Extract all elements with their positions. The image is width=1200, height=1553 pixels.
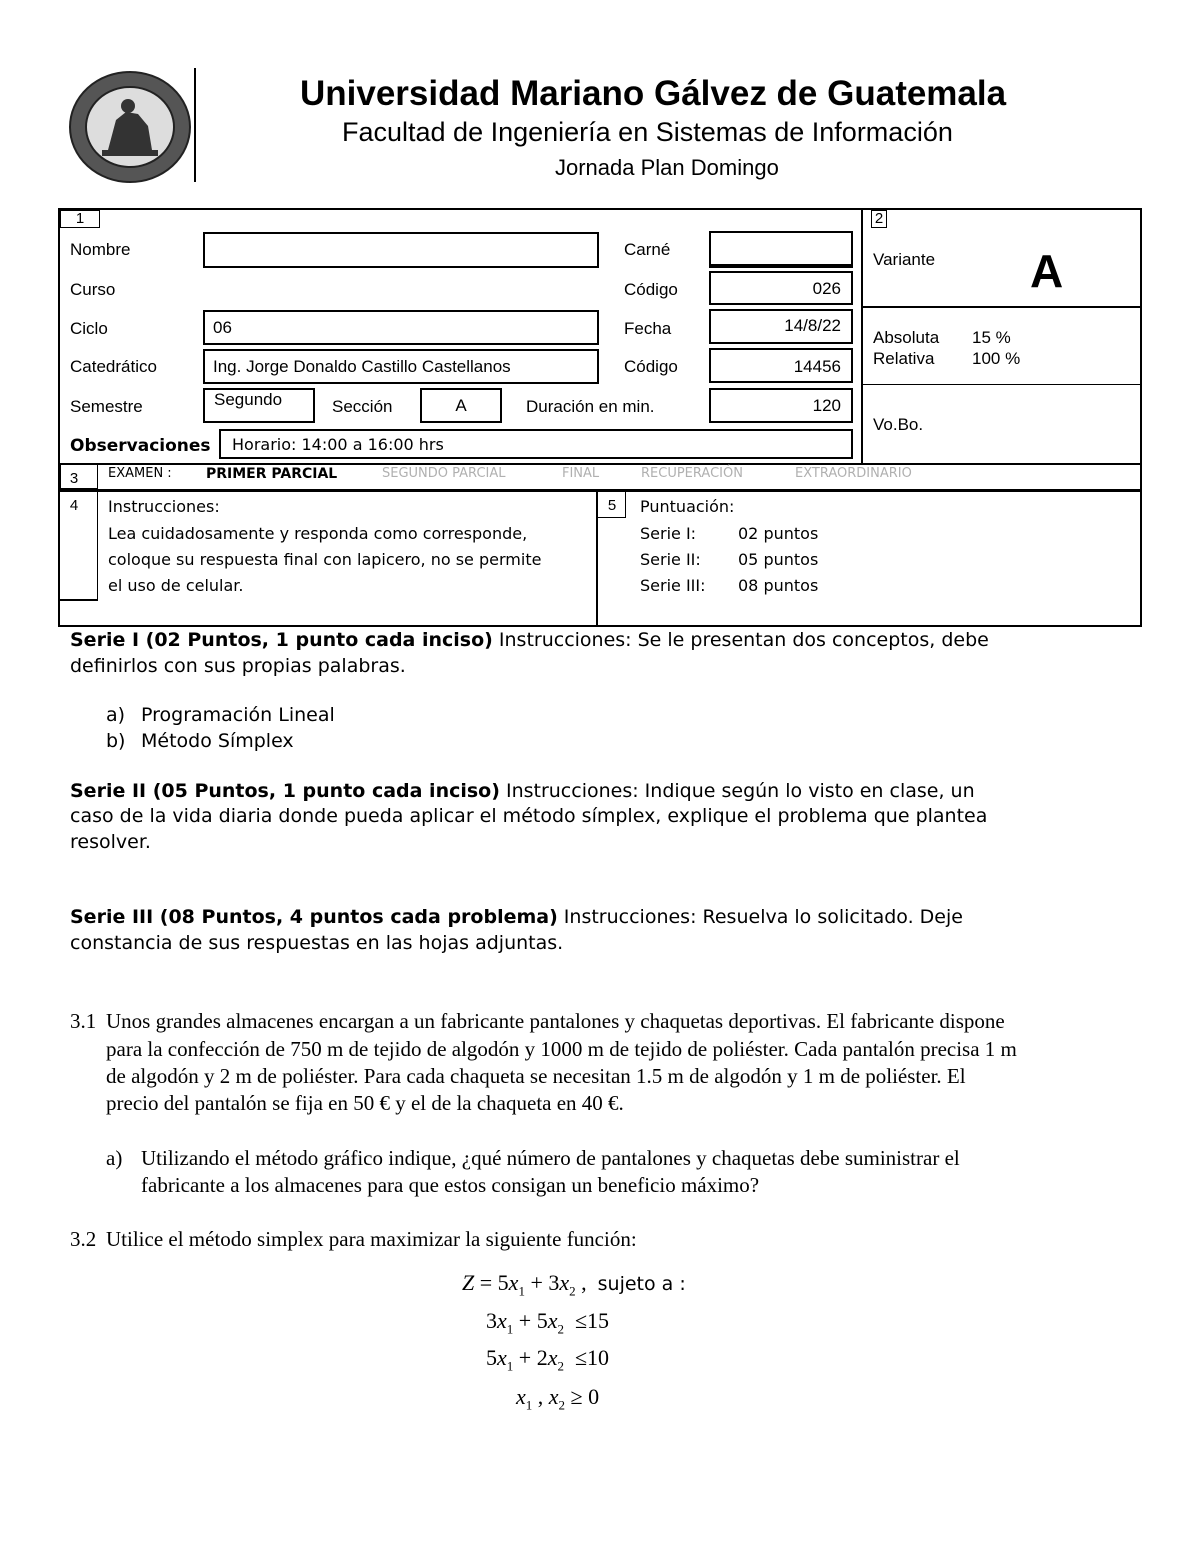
relativa-label: Relativa xyxy=(873,349,935,368)
absoluta-label: Absoluta xyxy=(873,328,940,347)
faculty-title: Facultad de Ingeniería en Sistemas de Información xyxy=(342,117,953,147)
serie1-heading xyxy=(70,627,1140,653)
problem31-a-marker: a) xyxy=(106,1146,123,1170)
instructions-line-2: coloque su respuesta final con lapicero, no se permite xyxy=(108,550,542,569)
problem31-line-2: para la confección de 750 m de tejido de algodón y 1000 m de tejido de poliéster. Cada pantalón precisa 1 m xyxy=(106,1037,1017,1061)
problem31-line-4: precio del pantalón se fija en 50 € y el de la chaqueta en 40 €. xyxy=(106,1091,624,1115)
serie3-heading xyxy=(70,904,1140,930)
c1-rel: ≤ xyxy=(574,1308,588,1333)
serie2-text-2: caso de la vida diaria donde pueda aplicar el método símplex, explique el problema que plantea xyxy=(70,805,988,827)
exam-type-final: FINAL xyxy=(562,466,600,481)
serie1-text-2: definirlos con sus propias palabras. xyxy=(70,655,406,677)
grading-divider-2 xyxy=(861,384,1142,385)
variante-value: A xyxy=(1030,245,1064,297)
serie1-text-1: Instrucciones: Se le presentan dos conceptos, debe xyxy=(492,629,989,651)
examen-label: EXAMEN : xyxy=(108,466,172,481)
block3-number: 3 xyxy=(69,470,79,487)
scoring-puntos-2: 05 puntos xyxy=(738,550,819,569)
catedratico-value: Ing. Jorge Donaldo Castillo Castellanos xyxy=(213,357,511,376)
serie2-title: Serie II (05 Puntos, 1 punto cada inciso) xyxy=(70,780,500,802)
fecha-label: Fecha xyxy=(624,319,672,338)
serie3-text-2: constancia de sus respuestas en las hojas adjuntas. xyxy=(70,932,564,954)
serie1-item-a: Programación Lineal xyxy=(141,704,335,726)
constraint-2: $5x_1 + 2x_2 \le 10$ xyxy=(486,1345,610,1374)
carne-label: Carné xyxy=(624,240,671,259)
fecha-value: 14/8/22 xyxy=(784,316,841,335)
c2-rel: ≤ xyxy=(574,1345,588,1370)
c2-b: 2 xyxy=(536,1345,548,1370)
header-divider xyxy=(194,68,196,182)
scoring-title: Puntuación: xyxy=(640,497,735,516)
ciclo-label: Ciclo xyxy=(70,319,108,338)
serie1-item-b-marker: b) xyxy=(106,730,126,752)
c1-a: 3 xyxy=(486,1308,497,1333)
observaciones-label: Observaciones xyxy=(70,436,211,456)
c1-b: 5 xyxy=(536,1308,548,1333)
nombre-label: Nombre xyxy=(70,240,131,259)
curso-label: Curso xyxy=(70,280,116,299)
sujeto-a: sujeto a : xyxy=(597,1273,686,1295)
duracion-value: 120 xyxy=(812,396,841,415)
serie2-heading xyxy=(70,778,1140,804)
university-title: Universidad Mariano Gálvez de Guatemala xyxy=(300,74,1007,113)
grading-divider-1 xyxy=(861,306,1142,308)
coef-1: 5 xyxy=(497,1270,509,1295)
problem31-a-line-2: fabricante a los almacenes para que estos consigan un beneficio máximo? xyxy=(141,1173,760,1197)
block5-number: 5 xyxy=(607,497,617,514)
serie1-title: Serie I (02 Puntos, 1 punto cada inciso) xyxy=(70,629,493,651)
codigo2-label: Código xyxy=(624,357,678,376)
vobo-label: Vo.Bo. xyxy=(873,415,924,434)
serie2-text-3: resolver. xyxy=(70,831,151,853)
nombre-field[interactable] xyxy=(203,232,599,268)
serie1-item-a-marker: a) xyxy=(106,704,126,726)
codigo2-value: 14456 xyxy=(793,357,841,376)
codigo1-label: Código xyxy=(624,280,678,299)
exam-type-extraordinario: EXTRAORDINARIO xyxy=(795,466,912,481)
coef-2: 3 xyxy=(548,1270,560,1295)
scoring-puntos-3: 08 puntos xyxy=(738,576,819,595)
carne-field[interactable] xyxy=(709,231,853,268)
variante-label: Variante xyxy=(873,250,936,269)
duracion-label: Duración en min. xyxy=(526,397,655,416)
scoring-serie-3: Serie III: xyxy=(640,576,706,595)
observaciones-value: Horario: 14:00 a 16:00 hrs xyxy=(232,435,444,454)
exam-type-recuperacion: RECUPERACIÓN xyxy=(641,466,743,481)
scoring-serie-1: Serie I: xyxy=(640,524,697,543)
serie2-text-1: Instrucciones: Indique según lo visto en clase, un xyxy=(499,780,975,802)
nonneg-rel: ≥ 0 xyxy=(570,1384,600,1409)
instructions-line-3: el uso de celular. xyxy=(108,576,244,595)
problem32-text: Utilice el método simplex para maximizar la siguiente función: xyxy=(106,1227,637,1251)
instructions-line-1: Lea cuidadosamente y responda como corresponde, xyxy=(108,524,528,543)
c2-a: 5 xyxy=(486,1345,497,1370)
exam-type-segundo: SEGUNDO PARCIAL xyxy=(382,466,506,481)
block2-number: 2 xyxy=(874,210,884,227)
problem31-a-line-1: Utilizando el método gráfico indique, ¿qué número de pantalones y chaquetas debe suministrar el xyxy=(141,1146,960,1170)
serie3-title: Serie III (08 Puntos, 4 puntos cada problema) xyxy=(70,906,558,928)
serie1-item-b: Método Símplex xyxy=(141,730,294,752)
block4-bottom-rule xyxy=(60,599,98,601)
university-seal xyxy=(68,70,192,184)
ciclo-field[interactable] xyxy=(203,310,599,345)
scoring-puntos-1: 02 puntos xyxy=(738,524,819,543)
block1-number: 1 xyxy=(75,210,85,227)
seccion-value: A xyxy=(455,396,467,415)
catedratico-label: Catedrático xyxy=(70,357,157,376)
codigo1-value: 026 xyxy=(812,279,841,298)
constraint-1: $3x_1 + 5x_2 \le 15$ xyxy=(486,1308,610,1337)
problem32-number: 3.2 xyxy=(70,1227,97,1251)
problem31-number: 3.1 xyxy=(70,1009,97,1033)
seccion-label: Sección xyxy=(332,397,393,416)
nonnegativity: $x_1$ , $x_2 \ge 0$ xyxy=(516,1384,600,1413)
c2-rhs: 10 xyxy=(587,1345,610,1370)
instructions-title: Instrucciones: xyxy=(108,497,220,516)
serie3-text-1: Instrucciones: Resuelva lo solicitado. Deje xyxy=(557,906,963,928)
exam-type-primer: PRIMER PARCIAL xyxy=(206,466,338,482)
problem31-line-1: Unos grandes almacenes encargan a un fabricante pantalones y chaquetas deportivas. El fabricante dispone xyxy=(106,1009,1005,1033)
relativa-value: 100 % xyxy=(972,349,1021,368)
scoring-serie-2: Serie II: xyxy=(640,550,701,569)
jornada-title: Jornada Plan Domingo xyxy=(555,155,779,180)
semestre-label: Semestre xyxy=(70,397,143,416)
ciclo-value: 06 xyxy=(213,318,232,337)
z-symbol: Z xyxy=(462,1270,475,1295)
semestre-value: Segundo xyxy=(214,390,283,409)
block4-number: 4 xyxy=(69,497,79,514)
problem31-line-3: de algodón y 2 m de poliéster. Para cada chaqueta se necesitan 1.5 m de algodón y 1 m de poliéster. El xyxy=(106,1064,966,1088)
absoluta-value: 15 % xyxy=(972,328,1011,347)
objective-function: $Z = 5x_1 + 3x_2$ , sujeto a : xyxy=(462,1270,686,1299)
c1-rhs: 15 xyxy=(587,1308,610,1333)
